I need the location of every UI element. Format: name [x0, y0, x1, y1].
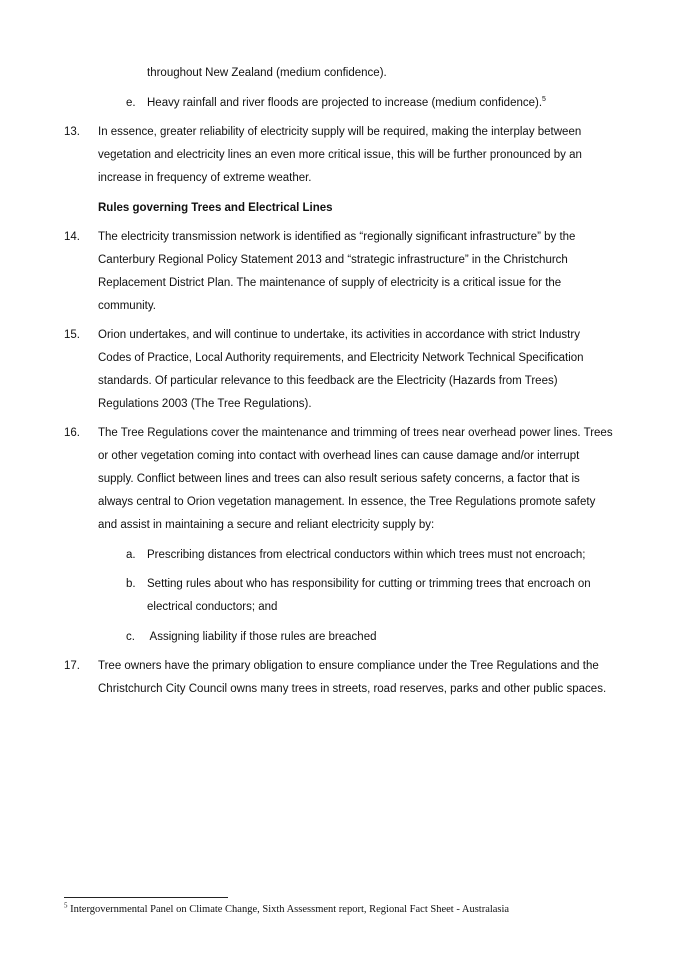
footnote-separator	[64, 897, 228, 898]
para-16-line: and assist in maintaining a secure and reliant electricity supply by:	[98, 519, 435, 531]
para-14-line: community.	[98, 300, 156, 312]
item-e-body: Heavy rainfall and river floods are projected to increase (medium confidence).	[147, 97, 543, 109]
item-e-text	[147, 96, 546, 110]
para-14-line: Canterbury Regional Policy Statement 2013 and “strategic infrastructure” in the Christchurch	[98, 254, 568, 266]
item-b-letter: b.	[126, 578, 136, 590]
footnote	[64, 903, 509, 916]
para-14-line: The electricity transmission network is identified as “regionally significant infrastructure” by the	[98, 231, 576, 243]
footnote-text: Intergovernmental Panel on Climate Change, Sixth Assessment report, Regional Fact Sheet - Australasia	[67, 904, 510, 915]
footnote-ref[interactable]: 5	[542, 96, 546, 104]
para-14-number: 14.	[64, 231, 80, 243]
para-15-line: Regulations 2003 (The Tree Regulations).	[98, 398, 312, 410]
item-e-letter: e.	[126, 97, 136, 109]
item-a-letter: a.	[126, 549, 136, 561]
item-b-text: Setting rules about who has responsibility for cutting or trimming trees that encroach on	[147, 578, 591, 590]
para-13-line: vegetation and electricity lines an even more critical issue, this will be further pronounced by an	[98, 149, 582, 161]
para-17-line: Tree owners have the primary obligation to ensure compliance under the Tree Regulations and the	[98, 660, 599, 672]
item-b-text: electrical conductors; and	[147, 601, 278, 613]
para-15-line: Orion undertakes, and will continue to undertake, its activities in accordance with strict Industry	[98, 329, 580, 341]
item-c-text: Assigning liability if those rules are breached	[147, 631, 377, 643]
item-a-text: Prescribing distances from electrical conductors within which trees must not encroach;	[147, 549, 586, 561]
para-14-line: Replacement District Plan. The maintenance of supply of electricity is a critical issue for the	[98, 277, 562, 289]
para-13-line: increase in frequency of extreme weather.	[98, 172, 312, 184]
footnote-mark: 5	[64, 901, 68, 910]
para-13-number: 13.	[64, 126, 80, 138]
item-c-letter: c.	[126, 631, 135, 643]
para-15-line: standards. Of particular relevance to this feedback are the Electricity (Hazards from Trees)	[98, 375, 558, 387]
para-16-line: or other vegetation coming into contact with overhead lines can cause damage and/or interrupt	[98, 450, 580, 462]
continuation-text: throughout New Zealand (medium confidence).	[147, 67, 387, 79]
para-16-line: The Tree Regulations cover the maintenance and trimming of trees near overhead power lines. Trees	[98, 427, 613, 439]
section-heading: Rules governing Trees and Electrical Lines	[98, 202, 333, 214]
para-16-line: supply. Conflict between lines and trees can also result serious safety concerns, a factor that is	[98, 473, 580, 485]
para-15-number: 15.	[64, 329, 80, 341]
para-13-line: In essence, greater reliability of electricity supply will be required, making the interplay between	[98, 126, 582, 138]
para-17-line: Christchurch City Council owns many trees in streets, road reserves, parks and other public spaces.	[98, 683, 607, 695]
para-16-line: always central to Orion vegetation management. In essence, the Tree Regulations promote safety	[98, 496, 596, 508]
para-17-number: 17.	[64, 660, 80, 672]
para-15-line: Codes of Practice, Local Authority requirements, and Electricity Network Technical Specification	[98, 352, 584, 364]
para-16-number: 16.	[64, 427, 80, 439]
